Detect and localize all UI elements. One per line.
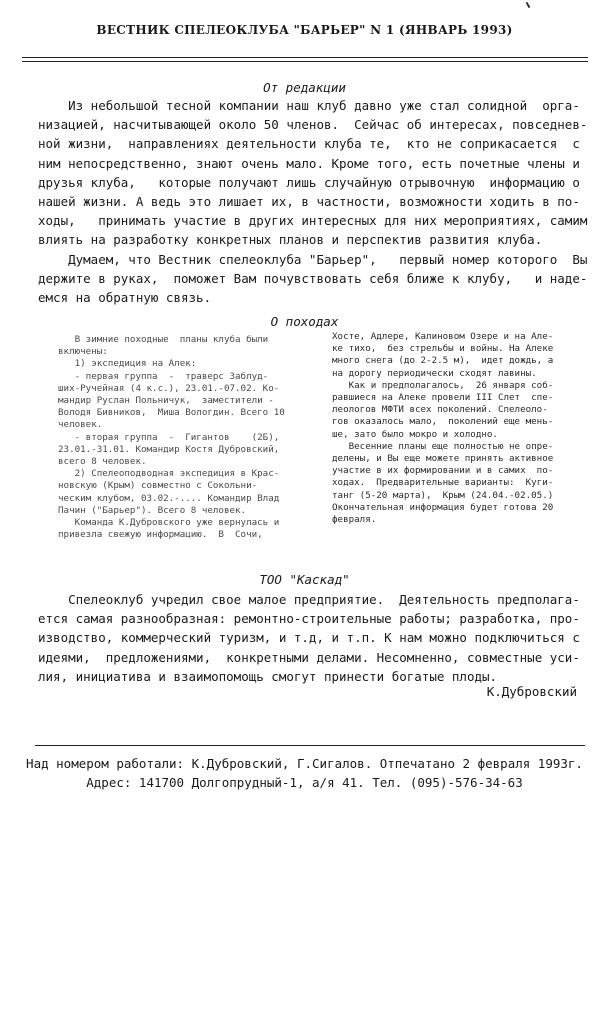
text-line: Пачин ("Барьер"). Всего 8 человек. [58, 504, 247, 516]
footer-address: Адрес: 141700 Долгопрудный-1, а/я 41. Тел. (095)-576-34-63 [86, 775, 523, 790]
text-line: леологов МФТИ всех поколений. Спелеоло- [332, 404, 548, 416]
text-line: ке тихо, без стрельбы и войны. На Алеке [332, 343, 554, 355]
text-line: человек. [58, 419, 103, 431]
text-line: ется самая разнообразная: ремонтно-строительные работы; разработка, про- [38, 611, 580, 627]
text-line: изводство, коммерческий туризм, и т.д, и т.п. К нам можно подключиться с [38, 630, 580, 646]
text-line: участие в их формировании и в самих по- [332, 465, 554, 477]
text-line: ним непосредственно, знают очень мало. Кроме того, есть почетные члены и [38, 155, 580, 171]
hikes-heading: О походах [270, 314, 339, 329]
text-line: лия, инициатива и взаимопомощь смогут принести богатые плоды. [38, 668, 498, 684]
text-line: гов оказалось мало, поколений еще мень- [332, 416, 554, 428]
text-line: Окончательная информация будет готова 20 [332, 501, 554, 513]
text-line: низацией, насчитывающей около 50 членов. Сейчас об интересах, повседнев- [38, 117, 588, 133]
text-line: всего 8 человек. [58, 456, 147, 468]
text-line: включены: [58, 346, 108, 358]
text-line: танг (5-20 марта), Крым (24.04.-02.05.) [332, 489, 554, 501]
text-line: ходы, принимать участие в других интересных для них мероприятиях, самим [38, 213, 588, 229]
kaskad-heading: ТОО "Каскад" [259, 572, 350, 587]
text-line: нашей жизни. А ведь это лишает их, в частности, возможности ходить в по- [38, 194, 580, 210]
text-line: новскую (Крым) совместно с Сокольни- [58, 480, 258, 492]
text-line: держите в руках, поможет Вам почувствовать себя ближе к клубу, и наде- [38, 270, 588, 286]
text-line: мандир Руслан Польничук, заместители - [58, 395, 274, 407]
text-line: ной жизни, направлениях деятельности клуба те, кто не соприкасается с [38, 136, 580, 152]
text-line: ческим клубом, 03.02.-.... Командир Влад [58, 492, 280, 504]
text-line: влиять на разработку конкретных планов и перспектив развития клуба. [38, 232, 543, 248]
text-line: ших-Ручейная (4 к.с.), 23.01.-07.02. Ко- [58, 382, 280, 394]
hikes-right-column [332, 331, 582, 526]
text-line: ходах. Предварительные варианты: Куги- [332, 477, 554, 489]
text-line: Как и предполагалось, 26 января соб- [332, 379, 554, 391]
kaskad-body [38, 590, 578, 686]
text-line: емся на обратную связь. [38, 290, 212, 306]
hikes-left-column [58, 334, 308, 541]
text-line: Володя Бивников, Миша Вологдин. Всего 10 [58, 407, 285, 419]
text-line: - вторая группа - Гигантов (2Б), [58, 431, 280, 443]
text-line: привезла свежую информацию. В Сочи, [58, 529, 263, 541]
text-line: на дорогу периодически сходят лавины. [332, 367, 537, 379]
signature: К.Дубровский [486, 684, 577, 699]
text-line: - первая группа - траверс Заблуд- [58, 370, 269, 382]
footer-rule [35, 745, 585, 746]
masthead-rule-bottom [22, 61, 588, 62]
text-line: равшиеся на Алеке провели III Слет спе- [332, 392, 554, 404]
text-line: делены, и Вы еще можете принять активное [332, 453, 554, 465]
text-line: 23.01.-31.01. Командир Костя Дубровский, [58, 443, 280, 455]
text-line: много снега (до 2-2.5 м), идет дождь, а [332, 355, 554, 367]
text-line: 1) экспедиция на Алек: [58, 358, 197, 370]
text-line: друзья клуба, которые получают лишь случайную отрывочную информацию о [38, 174, 580, 190]
text-line: февраля. [332, 514, 377, 526]
text-line: Думаем, что Вестник спелеоклуба "Барьер", первый номер которого Вы [38, 251, 588, 267]
footer-credits: Над номером работали: К.Дубровский, Г.Сигалов. Отпечатано 2 февраля 1993г. [26, 756, 583, 771]
text-line: Спелеоклуб учредил свое малое предприятие. Деятельность предполага- [38, 592, 580, 607]
text-line: Хосте, Адлере, Калиновом Озере и на Але- [332, 331, 554, 342]
editorial-heading: От редакции [263, 80, 346, 95]
text-line: Команда К.Дубровского уже вернулась и [58, 517, 280, 529]
editorial-body [38, 96, 588, 307]
text-line: Весенние планы еще полностью не опре- [332, 440, 554, 452]
masthead-title: ВЕСТНИК СПЕЛЕОКЛУБА "БАРЬЕР" N 1 (ЯНВАРЬ 1993) [96, 23, 513, 37]
text-line: идеями, предложениями, конкретными делами. Несомненно, совместные уси- [38, 649, 580, 665]
text-line: ше, зато было мокро и холодно. [332, 428, 498, 440]
text-line: В зимние походные планы клуба были [58, 334, 269, 345]
print-speck [526, 2, 531, 8]
text-line: Из небольшой тесной компании наш клуб давно уже стал солидной орга- [38, 98, 580, 113]
masthead-rule-top [22, 57, 588, 58]
text-line: 2) Спелеоподводная экспедиция в Крас- [58, 468, 280, 480]
